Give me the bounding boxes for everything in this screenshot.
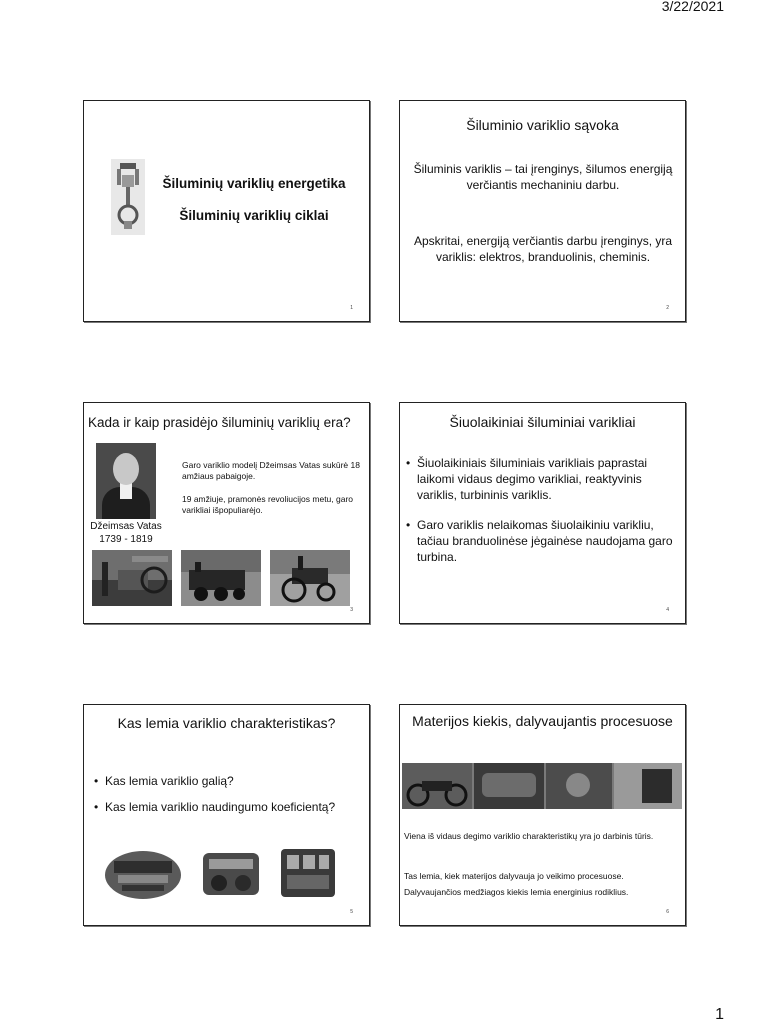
- slide-heading: Materijos kiekis, dalyvaujantis procesuose: [412, 713, 673, 729]
- slide-subtitle: Šiluminių variklių ciklai: [179, 208, 329, 223]
- slide-number: 1: [350, 305, 353, 311]
- bullet-list: [406, 455, 678, 579]
- slide-number: 3: [350, 607, 353, 613]
- slide-number: 2: [666, 305, 669, 311]
- slide-number: 6: [666, 909, 669, 915]
- engine-photo: [102, 841, 184, 905]
- james-watt-portrait: [96, 443, 156, 519]
- list-item: • Garo variklis nelaikomas šiuolaikiniu varikliu, tačiau branduolinėse jėgainėse naudojama garo turbina.: [406, 517, 678, 565]
- engine-photo: [197, 845, 265, 903]
- list-item: • Šiuolaikiniais šiluminiais varikliais paprastai laikomi vidaus degimo varikliai, reaktyvinis variklis, turbininis variklis.: [406, 455, 678, 503]
- page-number: 1: [715, 1006, 724, 1023]
- print-date: 3/22/2021: [661, 0, 724, 14]
- info-text-3: Dalyvaujančios medžiagos kiekis lemia energinius rodiklius.: [404, 887, 629, 897]
- slide-number: 4: [666, 607, 669, 613]
- slide-title: Šiluminių variklių energetika: [162, 176, 346, 191]
- portrait-caption-years: 1739 - 1819: [99, 534, 153, 545]
- history-text-1: Garo variklio modelį Džeimsas Vatas sukūrė 18 amžiaus pabaigoje.: [182, 460, 360, 481]
- engine-piston-icon: [111, 159, 145, 235]
- bullet-list: [94, 773, 366, 829]
- general-paragraph: Apskritai, energiją verčiantis darbu įrenginys, yra variklis: elektros, branduolinis, cheminis.: [413, 234, 673, 264]
- steam-locomotive-photo: [181, 550, 261, 606]
- slide-heading: Šiluminio variklio sąvoka: [466, 117, 619, 133]
- vehicles-photo-strip: [402, 763, 682, 809]
- slide-heading: Kas lemia variklio charakteristikas?: [117, 715, 336, 731]
- slide-1: [83, 100, 370, 322]
- steam-engine-photo: [92, 550, 172, 606]
- slide-4: [399, 402, 686, 624]
- info-text-2: Tas lemia, kiek materijos dalyvauja jo veikimo procesuose.: [404, 871, 624, 881]
- info-text-1: Viena iš vidaus degimo variklio charakteristikų yra jo darbinis tūris.: [404, 831, 654, 841]
- slide-6: [399, 704, 686, 926]
- definition-paragraph: Šiluminis variklis – tai įrenginys, šilumos energiją verčiantis mechaniniu darbu.: [413, 162, 673, 192]
- slide-2: [399, 100, 686, 322]
- list-item: • Kas lemia variklio galią?: [94, 773, 366, 789]
- steam-tractor-photo: [270, 550, 350, 606]
- slide-number: 5: [350, 909, 353, 915]
- slide-3: [83, 402, 370, 624]
- slide-heading: Šiuolaikiniai šiluminiai varikliai: [449, 414, 636, 430]
- slide-heading: Kada ir kaip prasidėjo šiluminių variklių era?: [88, 415, 351, 430]
- portrait-caption-name: Džeimsas Vatas: [90, 521, 162, 532]
- list-item: • Kas lemia variklio naudingumo koeficientą?: [94, 799, 366, 815]
- engine-photo: [275, 843, 341, 903]
- history-text-2: 19 amžiuje, pramonės revoliucijos metu, garo varikliai išpopuliarėjo.: [182, 494, 354, 515]
- slide-5: [83, 704, 370, 926]
